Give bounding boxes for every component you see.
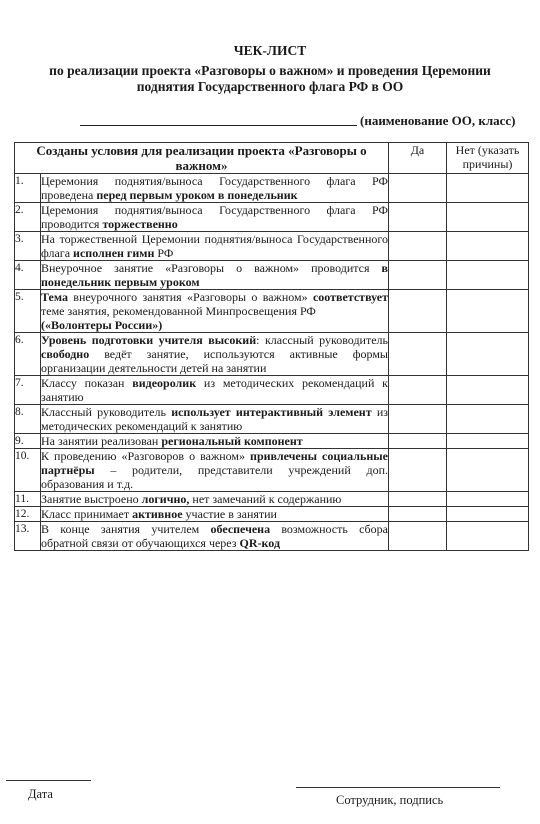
row-criterion	[41, 232, 389, 261]
criterion-bold-text: привлечены социальные партнёры	[41, 449, 388, 477]
row-number: 2.	[15, 203, 41, 232]
document-subtitle-line2: поднятия Государственного флага РФ в ОО	[136, 79, 404, 94]
criterion-text: теме занятия, рекомендованной Минпросвещения РФ	[41, 304, 316, 318]
checklist-table	[14, 142, 529, 551]
table-row	[15, 507, 529, 522]
row-criterion	[41, 203, 389, 232]
no-reason-cell[interactable]	[447, 333, 529, 376]
yes-cell[interactable]	[389, 507, 447, 522]
row-criterion	[41, 333, 389, 376]
table-row	[15, 434, 529, 449]
criterion-text: из методических рекомендаций к занятию	[41, 405, 388, 433]
yes-cell[interactable]	[389, 449, 447, 492]
no-reason-cell[interactable]	[447, 492, 529, 507]
no-reason-cell[interactable]	[447, 434, 529, 449]
no-reason-cell[interactable]	[447, 405, 529, 434]
header-no: Нет (указать причины)	[447, 143, 529, 174]
criterion-text: Церемония поднятия/выноса Государственного флага РФ проводится	[41, 203, 388, 231]
criterion-bold-text: в понедельник первым уроком	[41, 261, 388, 289]
row-number: 12.	[15, 507, 41, 522]
table-row	[15, 290, 529, 333]
criterion-bold-text: обеспечена	[210, 522, 271, 536]
org-name-blank-line[interactable]	[80, 125, 357, 126]
table-row	[15, 333, 529, 376]
table-header-row	[15, 143, 529, 174]
header-yes: Да	[389, 143, 447, 174]
yes-cell[interactable]	[389, 434, 447, 449]
table-row	[15, 492, 529, 507]
row-criterion	[41, 507, 389, 522]
row-number: 7.	[15, 376, 41, 405]
criterion-bold-text: исполнен гимн	[73, 246, 155, 260]
criterion-bold-text: QR-код	[239, 536, 281, 550]
criterion-text: Класс принимает	[41, 507, 133, 521]
table-row	[15, 174, 529, 203]
criterion-text: К проведению «Разговоров о важном»	[41, 449, 251, 463]
criterion-text: : классный руководитель	[256, 333, 388, 347]
date-blank-line[interactable]	[6, 780, 91, 781]
table-row	[15, 376, 529, 405]
date-label: Дата	[28, 787, 53, 801]
criterion-text: – родители, представители учреждений доп. образования и т.д.	[41, 463, 388, 491]
row-number: 3.	[15, 232, 41, 261]
criterion-text: Классный руководитель	[41, 405, 172, 419]
no-reason-cell[interactable]	[447, 522, 529, 551]
criterion-bold-text: Уровень подготовки учителя высокий	[41, 333, 257, 347]
criterion-bold-text: соответствует	[312, 290, 388, 304]
criterion-text: ведёт занятие, используются активные формы организации деятельности детей на занятии	[41, 347, 388, 375]
criterion-bold-text: перед первым уроком в понедельник	[96, 188, 298, 202]
criterion-text: нет замечаний к содержанию	[189, 492, 342, 506]
row-criterion	[41, 492, 389, 507]
criterion-text: На торжественной Церемонии поднятия/выноса Государственного флага	[41, 232, 388, 260]
criterion-text: На занятии реализован	[41, 434, 162, 448]
criterion-bold-text: Тема	[41, 290, 68, 304]
signature-blank-line[interactable]	[296, 787, 500, 788]
criterion-text: из методических рекомендаций к занятию	[41, 376, 388, 404]
criterion-text: Церемония поднятия/выноса Государственного флага РФ проведена	[41, 174, 388, 202]
row-number: 10.	[15, 449, 41, 492]
criterion-text: В конце занятия учителем	[41, 522, 211, 536]
row-number: 11.	[15, 492, 41, 507]
criterion-text: Занятие выстроено	[41, 492, 142, 506]
criterion-bold-text: логично,	[141, 492, 190, 506]
yes-cell[interactable]	[389, 232, 447, 261]
row-criterion	[41, 449, 389, 492]
criterion-bold-text: региональный компонент	[161, 434, 303, 448]
row-number: 9.	[15, 434, 41, 449]
criterion-text: Внеурочное занятие «Разговоры о важном» проводится	[41, 261, 382, 275]
criterion-bold-text: («Волонтеры России»)	[41, 318, 163, 332]
yes-cell[interactable]	[389, 376, 447, 405]
table-row	[15, 232, 529, 261]
table-row	[15, 449, 529, 492]
no-reason-cell[interactable]	[447, 232, 529, 261]
row-number: 6.	[15, 333, 41, 376]
criterion-bold-text: торжественно	[102, 217, 178, 231]
yes-cell[interactable]	[389, 203, 447, 232]
yes-cell[interactable]	[389, 522, 447, 551]
document-title: ЧЕК-ЛИСТ	[233, 43, 307, 58]
row-number: 4.	[15, 261, 41, 290]
row-criterion	[41, 434, 389, 449]
no-reason-cell[interactable]	[447, 449, 529, 492]
criterion-text: Классу показан	[41, 376, 133, 390]
criterion-bold-text: использует интерактивный элемент	[171, 405, 372, 419]
row-criterion	[41, 376, 389, 405]
signature-label: Сотрудник, подпись	[336, 793, 444, 807]
yes-cell[interactable]	[389, 492, 447, 507]
row-number: 5.	[15, 290, 41, 333]
criterion-bold-text: видеоролик	[132, 376, 197, 390]
table-row	[15, 203, 529, 232]
yes-cell[interactable]	[389, 174, 447, 203]
row-criterion	[41, 522, 389, 551]
row-criterion	[41, 405, 389, 434]
row-criterion	[41, 174, 389, 203]
yes-cell[interactable]	[389, 333, 447, 376]
criterion-bold-text: свободно	[41, 347, 90, 361]
document-subtitle-line1: по реализации проекта «Разговоры о важном» и проведения Церемонии	[49, 63, 491, 78]
criterion-bold-text: активное	[132, 507, 183, 521]
row-number: 8.	[15, 405, 41, 434]
no-reason-cell[interactable]	[447, 376, 529, 405]
criterion-text: участие в занятии	[182, 507, 277, 521]
criterion-text: РФ	[154, 246, 174, 260]
criterion-text: возможность сбора обратной связи от обучающихся через	[41, 522, 388, 550]
criterion-text: внеурочного занятия «Разговоры о важном»	[67, 290, 313, 304]
yes-cell[interactable]	[389, 405, 447, 434]
no-reason-cell[interactable]	[447, 290, 529, 333]
no-reason-cell[interactable]	[447, 507, 529, 522]
no-reason-cell[interactable]	[447, 261, 529, 290]
no-reason-cell[interactable]	[447, 203, 529, 232]
header-conditions: Созданы условия для реализации проекта «Разговоры о важном»	[15, 143, 389, 174]
table-row	[15, 405, 529, 434]
row-criterion	[41, 290, 389, 333]
row-number: 1.	[15, 174, 41, 203]
yes-cell[interactable]	[389, 261, 447, 290]
table-row	[15, 522, 529, 551]
yes-cell[interactable]	[389, 290, 447, 333]
no-reason-cell[interactable]	[447, 174, 529, 203]
org-name-label: (наименование ОО, класс)	[360, 113, 516, 128]
row-number: 13.	[15, 522, 41, 551]
row-criterion	[41, 261, 389, 290]
checklist-rows	[15, 174, 529, 551]
table-row	[15, 261, 529, 290]
